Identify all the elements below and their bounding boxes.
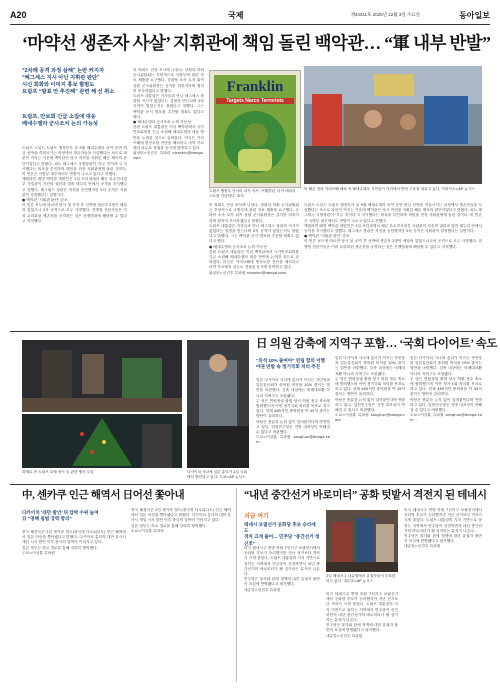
story3-headline: 中, 센카쿠 인근 해역서 日어선 쫓아내 (22, 490, 185, 501)
section-name: 국제 (228, 11, 244, 20)
section-divider-2 (10, 484, 490, 485)
story4-subhead: 테네시 보궐선거 공화당 후보 승리에도 격차 크게 줄어… 민주당 “중간선거 청신호” (244, 522, 320, 546)
protest-photo (304, 66, 482, 184)
story4-body-col2: 미국 테네시주 연방 하원 7선거구 보궐선거에서 공화당 후보가 승리했지만 지난 선거보다 격차가 크게 줄었다. 트럼프 대통령의 지지 기반으로 꼽히는 지역에서 민주당이 선전하면서 내년 중간선거의 바로미터가 될 것이라는 분석이 나온다. 민주당은 물가와 관세 정책에 대한 유권자 불만이 표심에 반영됐다고 평가했다. 내슈빌=신진우 특파원 (326, 592, 398, 638)
book-title: Franklin (226, 79, 284, 95)
story2-headline: 日 의원 감축에 지역구 포함… ‘국회 다이어트’ 속도 (256, 338, 498, 350)
story4-tag: 지금 여기 (244, 514, 269, 520)
story4-body-col3: 미국 테네시주 연방 하원 7선거구 보궐선거에서 공화당 후보가 승리했지만 지난 선거보다 격차가 크게 줄었다. 트럼프 대통령의 지지 기반으로 꼽히는 지역에서 민주당이 선전하면서 내년 중간선거의 바로미터가 될 것이라는 분석이 나온다. 민주당은 물가와 관세 정책에 대한 유권자 불만이 표심에 반영됐다고 평가했다. 내슈빌=신진우 특파원 (404, 508, 482, 549)
story1-subheads: “2차례 공격 과정 살해” 논란 커지자 “헤그세스 지시 아닌 지휘관 판단” 시신 회화와 이미지 홍보 혐범도 트럼프 “발표 안 추진해” 관련 해 선 취소 (22, 68, 115, 96)
column-divider (236, 488, 237, 682)
story3-body-col1: 중국 해경국은 2일 센카쿠 열도(중국명 댜오위다오) 인근 해역에서 일본 어선을 쫓아냈다고 밝혔다. 다카이치 총리의 대만 유사시 개입 시사 발언 이후 중국의 압박이 이어지고 있다. 일본 정부는 외교 경로를 통해 강력히 항의했다. 도쿄=이상훈 특파원 (22, 530, 126, 555)
issue-meta: 제34311호 2025년 12월 3일 수요일 (350, 12, 420, 17)
page-header (10, 10, 490, 25)
book-cover-image (209, 70, 301, 188)
story1-body-col1: 트럼프 도널드 트럼프 행정부가 올 9월 베네수엘라 마약 운반 의심 선박을 격침시키는 과정에서 생존자들을 사살했다는 보도로 파문이 커지는 가운데 백악관은 당시 작전을 지휘한 해군 제독의 판단이었다고 밝혔다. 피트 헤그세스 국방장관이 '모두 죽이라'고 지시했다는 의혹을 부인하며 책임을 현장 지휘관에게 돌린 것이다. 미 언론은 국방부 내부에서도 반발이 나오고 있다고 전했다. 캐럴라인 레빗 백악관 대변인은 1일 브리핑에서 해군 특수전사령부 사령관이 자신의 권한과 법의 테두리 안에서 공격을 지시했다고 말했다. 헤그세스 장관은 작전을 승인했지만 2차 공격은 지휘관이 결정했다는 설명이다. ● 백악관 '지휘관 판단' 강조 미 언론 보도에 따르면 당시 첫 공격 후 선박에 생존자 2명이 매달려 있었으나 2차 공격으로 모두 사망했다. 전쟁법 전문가들은 이미 무력화된 생존자를 공격하는 것은 전쟁범죄에 해당할 수 있다고 지적했다. (22, 146, 127, 223)
story2-body-col2: 일본 다카이치 사나에 총리가 이끄는 자민당과 일본유신회가 중의원 의석을 10% 줄이는 법안을 마련했다. 감축 대상에는 비례대표뿐 아니라 지역구도 포함됐다. 두 당은 연립정권 출범 당시 의원 정수 축소에 합의했으며 이번 정기국회 처리를 목표로 하고 있다. 현재 465석인 중의원을 약 45석 줄이는 방안이 유력하다. 야당은 충분한 논의 없이 밀어붙인다며 반발하고 있다. 입헌민주당은 지방 대표성이 약해질 수 있다고 비판했다. 도쿄=이상훈 특파원 sanghun@donga.com (335, 356, 405, 423)
protest-photo-caption: 미 해군 전력 카리브해 배치 속 베네수엘라 시민들이 거리에서 반미 구호를 외치고 있다. 카라카스=AP 뉴시스 (304, 187, 475, 191)
story4-headline: “내년 중간선거 바로미터” 공화 텃밭서 격전지 된 테네시 (244, 490, 487, 501)
story2-body-col3: 일본 다카이치 사나에 총리가 이끄는 자민당과 일본유신회가 중의원 의석을 10% 줄이는 법안을 마련했다. 감축 대상에는 비례대표뿐 아니라 지역구도 포함됐다. 두 당은 연립정권 출범 당시 의원 정수 축소에 합의했으며 이번 정기국회 처리를 목표로 하고 있다. 현재 465석인 중의원을 약 45석 줄이는 방안이 유력하다. 야당은 충분한 논의 없이 밀어붙인다며 반발하고 있다. 입헌민주당은 지방 대표성이 약해질 수 있다고 비판했다. 도쿄=이상훈 특파원 sanghun@donga.com (410, 356, 482, 423)
newspaper-brand: 동아일보 (459, 11, 490, 20)
christmas-tree-photo (22, 414, 182, 468)
story3-subhead: 다카이치 ‘대만 발언’ 뒤 압박 수위 높여 日 “영해 침범 강력 항의” (22, 510, 99, 522)
hotel-photo-caption: 화재로 전 트럼프 호텔 장식 앞 관련 행사 모습 (22, 470, 94, 474)
story1-body-col4: 트럼프 도널드 트럼프 행정부가 올 9월 베네수엘라 마약 운반 의심 선박을 격침시키는 과정에서 생존자들을 사살했다는 보도로 파문이 커지는 가운데 백악관은 당시 작전을 지휘한 해군 제독의 판단이었다고 밝혔다. 피트 헤그세스 국방장관이 '모두 죽이라'고 지시했다는 의혹을 부인하며 책임을 현장 지휘관에게 돌린 것이다. 미 언론은 국방부 내부에서도 반발이 나오고 있다고 전했다. 캐럴라인 레빗 백악관 대변인은 1일 브리핑에서 해군 특수전사령부 사령관이 자신의 권한과 법의 테두리 안에서 공격을 지시했다고 말했다. 헤그세스 장관은 작전을 승인했지만 2차 공격은 지휘관이 결정했다는 설명이다. ● 백악관 '지휘관 판단' 강조 미 언론 보도에 따르면 당시 첫 공격 후 선박에 생존자 2명이 매달려 있었으나 2차 공격으로 모두 사망했다. 전쟁법 전문가들은 이미 무력화된 생존자를 공격하는 것은 전쟁범죄에 해당할 수 있다고 지적했다. (304, 203, 482, 249)
japan-pm-caption: 다카이치 사나에 일본 총리가 2일 국회에서 발언하고 있다. 도쿄=AP 뉴시스 (187, 470, 248, 479)
story1-subheads-2: 트럼프, 안보회 긴급 소집에 대응 베네수엘라 군사조치 논의 가능성 (22, 114, 99, 128)
story2-body-col1: 일본 다카이치 사나에 총리가 이끄는 자민당과 일본유신회가 중의원 의석을 10% 줄이는 법안을 마련했다. 감축 대상에는 비례대표뿐 아니라 지역구도 포함됐다. 두 당은 연립정권 출범 당시 의원 정수 축소에 합의했으며 이번 정기국회 처리를 목표로 하고 있다. 현재 465석인 중의원을 약 45석 줄이는 방안이 유력하다. 야당은 충분한 논의 없이 밀어붙인다며 반발하고 있다. 입헌민주당은 지방 대표성이 약해질 수 있다고 비판했다. 도쿄=이상훈 특파원 sanghun@donga.com (256, 378, 330, 445)
page-number: A20 (10, 10, 27, 20)
hotel-photo (22, 340, 182, 412)
story1-headline: ‘마약선 생존자 사살’ 지휘관에 책임 돌린 백악관… “軍 내부 반발” (22, 33, 491, 53)
book-subtitle: Targets Narco Terrorists (216, 98, 294, 104)
story1-body-col3: 미 의회도 진상 조사에 나섰다. 상원과 하원 군사위원회는 초당적으로 국방부에 관련 자료 제출을 요구했다. 공화당 소속 로저 위커 상원 군사위원장은 심각한 의혹이라며 철저히 조사하겠다고 밝혔다. 트럼프 대통령은 기자들과 만나 헤그세스 장관의 지시가 없었다는 설명을 믿는다며 2차 공격이 있었는지도 몰랐다고 말했다. 그는 백악관 공식 발표를 추진할 계획도 없다고 했다. ● 베네수엘라 군사조치 논의 가능성 한편 트럼프 대통령은 이날 백악관에서 국가안보회의를 긴급 소집해 베네수엘라 대응 방안을 논의한 것으로 알려졌다. 미국은 카리브해에 항공모함 전단을 배치하고 마약 카르텔과 마두로 정권을 동시에 압박하고 있다. 워싱턴=신진우 특파원 niceshin@donga.com (209, 203, 299, 275)
japan-pm-photo (187, 340, 249, 468)
story4-body-col1: 미국 테네시주 연방 하원 7선거구 보궐선거에서 공화당 후보가 승리했지만 지난 선거보다 격차가 크게 줄었다. 트럼프 대통령의 지지 기반으로 꼽히는 지역에서 민주당이 선전하면서 내년 중간선거의 바로미터가 될 것이라는 분석이 나온다. 민주당은 물가와 관세 정책에 대한 유권자 불만이 표심에 반영됐다고 평가했다. 내슈빌=신진우 특파원 (244, 546, 320, 592)
tennessee-photo-caption: 2일 테네시주 내슈빌에서 유권자들이 투표를 하고 있다. 내슈빌=AP 뉴시스 (326, 574, 396, 583)
story2-subhead: “의석 10% 줄여야” 연립 합의 이행 야권 반발 속 정기국회 처리 추진 (256, 358, 325, 370)
section-divider (10, 331, 490, 332)
story1-body-col2: 미 의회도 진상 조사에 나섰다. 상원과 하원 군사위원회는 초당적으로 국방부에 관련 자료 제출을 요구했다. 공화당 소속 로저 위커 상원 군사위원장은 심각한 의혹이라며 철저히 조사하겠다고 밝혔다. 트럼프 대통령은 기자들과 만나 헤그세스 장관의 지시가 없었다는 설명을 믿는다며 2차 공격이 있었는지도 몰랐다고 말했다. 그는 백악관 공식 발표를 추진할 계획도 없다고 했다. ● 베네수엘라 군사조치 논의 가능성 한편 트럼프 대통령은 이날 백악관에서 국가안보회의를 긴급 소집해 베네수엘라 대응 방안을 논의한 것으로 알려졌다. 미국은 카리브해에 항공모함 전단을 배치하고 마약 카르텔과 마두로 정권을 동시에 압박하고 있다. 워싱턴=신진우 특파원 niceshin@donga.com (133, 68, 204, 161)
book-cover-caption: 트럼프 행정부 인사의 과거 저서 ‘프랭클린, 마약 테러리스트를 겨냥하다’ 표지 (209, 189, 296, 198)
story3-body-col2: 중국 해경국은 2일 센카쿠 열도(중국명 댜오위다오) 인근 해역에서 일본 어선을 쫓아냈다고 밝혔다. 다카이치 총리의 대만 유사시 개입 시사 발언 이후 중국의 압박이 이어지고 있다. 일본 정부는 외교 경로를 통해 강력히 항의했다. 도쿄=이상훈 특파원 (131, 508, 231, 533)
tennessee-photo (326, 510, 398, 572)
